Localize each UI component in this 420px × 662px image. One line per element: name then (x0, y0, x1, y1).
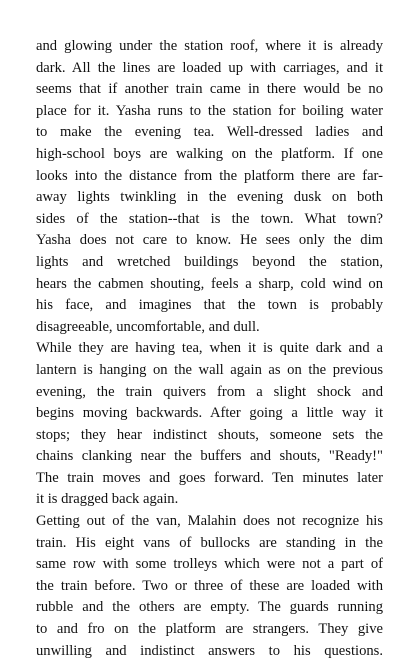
paragraph (36, 36, 383, 338)
text-line: unwilling and indistinct answers to his questions. (36, 642, 383, 659)
text-line: chains clanking near the buffers and shouts, "Ready!" (36, 448, 383, 465)
text-line: and glowing under the station roof, where it is already (36, 38, 383, 54)
text-line: While they are having tea, when it is quite dark and a (36, 340, 383, 357)
text-line: rubble and the others are empty. The guards running (36, 599, 383, 616)
text-line: hears the cabmen shouting, feels a sharp, cold wind on (36, 275, 383, 292)
text-line: to and fro on the platform are strangers. They give (36, 621, 383, 638)
text-line: train. His eight vans of bullocks are standing in the (36, 534, 383, 551)
text-line: looks into the distance from the platform there are far- (36, 167, 383, 184)
text-line: evening, the train quivers from a slight shock and (36, 383, 383, 400)
text-line: Yasha does not care to know. He sees only the dim (36, 232, 383, 249)
text-line: same row with some trolleys which were not a part of (36, 556, 383, 573)
text-line: away lights twinkling in the evening dusk on both (36, 189, 383, 206)
text-line: it is dragged back again. (36, 491, 179, 508)
text-line: lights and wretched buildings beyond the station, (36, 253, 383, 270)
text-line: sides of the station--that is the town. What town? (36, 210, 383, 227)
text-line: lantern is hanging on the wall again as on the previous (36, 361, 383, 378)
text-line: the train before. Two or three of these are loaded with (36, 577, 383, 594)
text-line: high-school boys are walking on the platform. If one (36, 145, 383, 162)
text-line: Getting out of the van, Malahin does not recognize his (36, 513, 383, 530)
paragraph (36, 511, 383, 662)
text-line: to make the evening tea. Well-dressed ladies and (36, 124, 383, 141)
text-line: disagreeable, uncomfortable, and dull. (36, 318, 260, 335)
text-line: dark. All the lines are loaded up with carriages, and it (36, 59, 383, 76)
text-line: seems that if another train came in there would be no (36, 81, 383, 98)
text-line: The train moves and goes forward. Ten minutes later (36, 469, 383, 486)
document-page (36, 36, 383, 662)
text-line: begins moving backwards. After going a little way it (36, 405, 383, 422)
paragraph (36, 338, 383, 511)
text-line: his face, and imagines that the town is probably (36, 297, 383, 314)
text-line: stops; they hear indistinct shouts, someone sets the (36, 426, 383, 443)
text-line: place for it. Yasha runs to the station for boiling water (36, 102, 383, 119)
